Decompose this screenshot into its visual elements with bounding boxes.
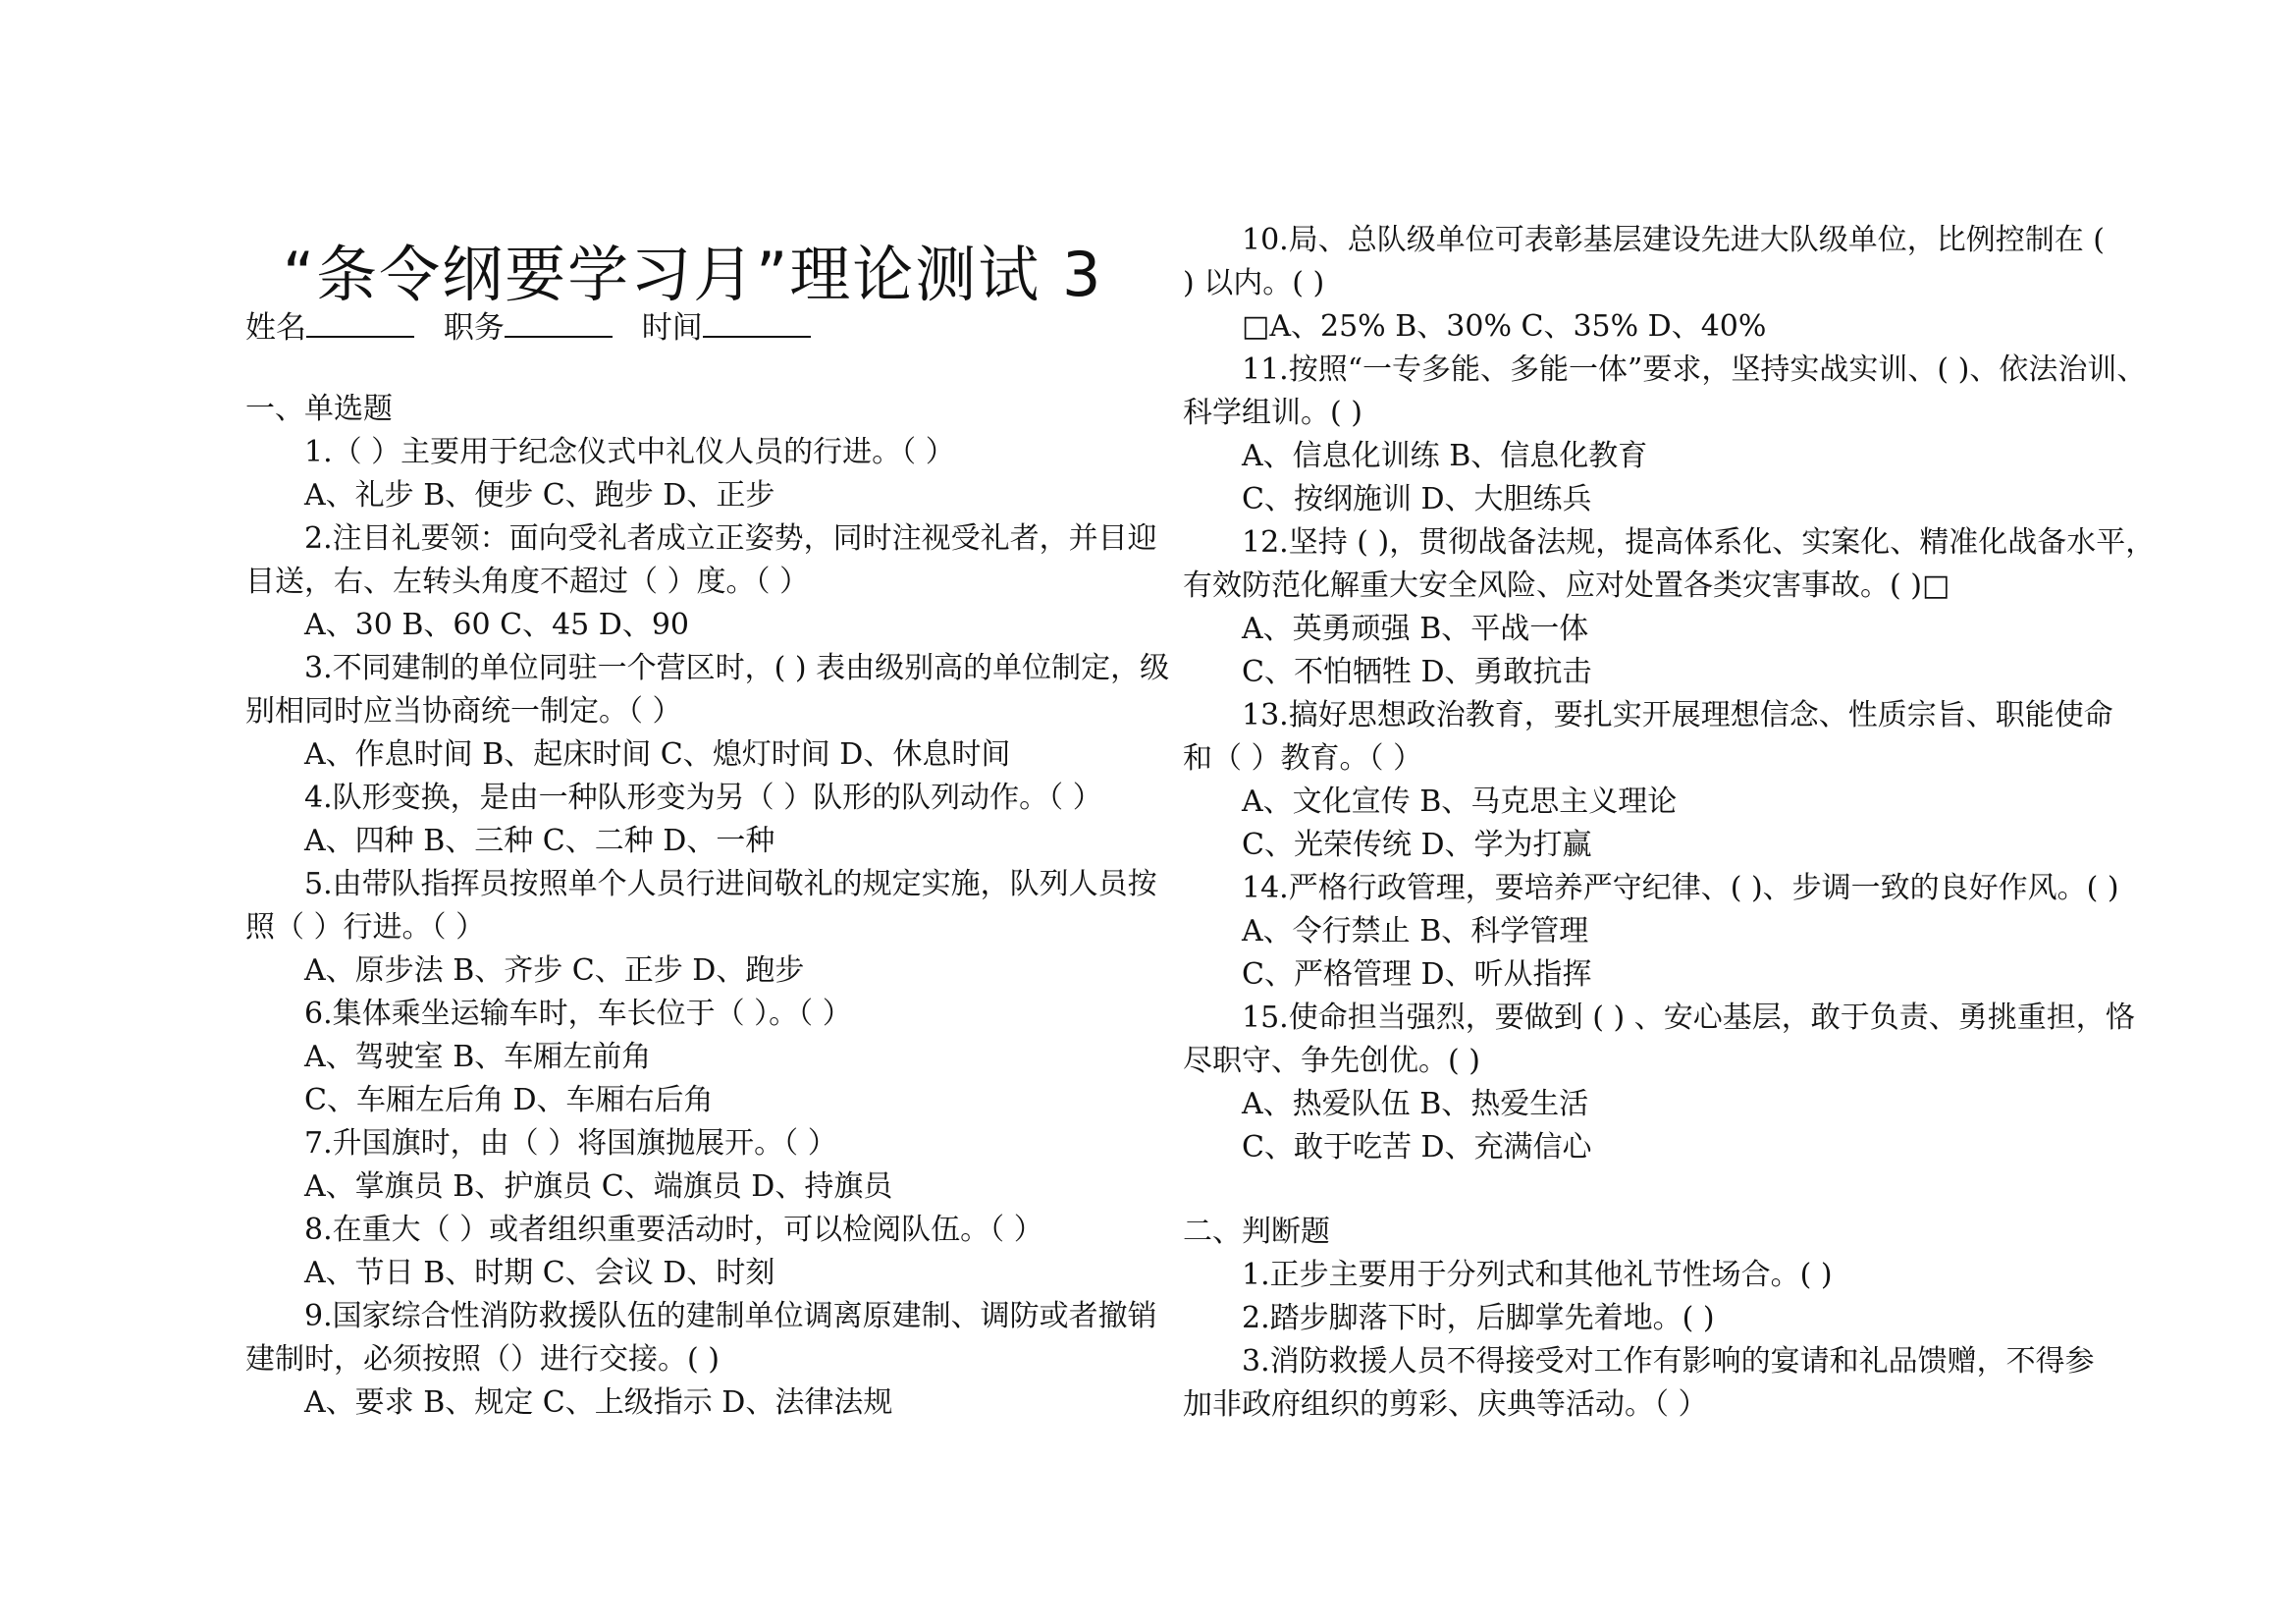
q1: 1.（ ）主要用于纪念仪式中礼仪人员的行进。（ ）: [304, 435, 955, 469]
q6: 6.集体乘坐运输车时，车长位于（ ）。（ ）: [304, 997, 852, 1031]
q14: 14.严格行政管理，要培养严守纪律、( )、步调一致的良好作风。( ): [1242, 871, 2119, 905]
position-label: 职务: [443, 310, 505, 346]
q3-options: A、作息时间 B、起床时间 C、熄灯时间 D、休息时间: [304, 737, 1011, 772]
q10-options: □A、25% B、30% C、35% D、40%: [1242, 309, 1767, 344]
q15-options-b: C、敢于吃苦 D、充满信心: [1242, 1130, 1592, 1164]
q1-options: A、礼步 B、便步 C、跑步 D、正步: [304, 478, 775, 513]
q12-b: 有效防范化解重大安全风险、应对处置各类灾害事故。( )□: [1183, 568, 1950, 603]
q12-options-a: A、英勇顽强 B、平战一体: [1242, 612, 1589, 646]
q11-options-b: C、按纲施训 D、大胆练兵: [1242, 482, 1592, 516]
name-label: 姓名: [245, 310, 306, 346]
q9-b: 建制时，必须按照（）进行交接。( ): [245, 1342, 720, 1377]
q9-options: A、要求 B、规定 C、上级指示 D、法律法规: [304, 1385, 893, 1420]
q13-options-a: A、文化宣传 B、马克思主义理论: [1242, 785, 1678, 819]
q11-options-a: A、信息化训练 B、信息化教育: [1242, 439, 1648, 473]
meta-line: [245, 302, 830, 347]
q11-a: 11.按照“一专多能、多能一体”要求，坚持实战实训、( )、依法治训、: [1242, 352, 2147, 387]
q4: 4.队形变换，是由一种队形变为另（ ）队形的队列动作。（ ）: [304, 781, 1102, 815]
q8: 8.在重大（ ）或者组织重要活动时，可以检阅队伍。（ ）: [304, 1213, 1043, 1247]
q6-options-a: A、驾驶室 B、车厢左前角: [304, 1040, 652, 1074]
q3-a: 3.不同建制的单位同驻一个营区时，( ) 表由级别高的单位制定，级: [304, 651, 1170, 685]
q6-options-b: C、车厢左后角 D、车厢右后角: [304, 1083, 714, 1117]
q15-b: 尽职守、争先创优。( ): [1183, 1044, 1480, 1078]
section1-heading: 一、单选题: [245, 392, 393, 426]
q13-options-b: C、光荣传统 D、学为打赢: [1242, 828, 1592, 862]
q10-a: 10.局、总队级单位可表彰基层建设先进大队级单位，比例控制在 (: [1242, 223, 2105, 257]
q15-a: 15.使命担当强烈，要做到 ( ) 、安心基层，敢于负责、勇挑重担，恪: [1242, 1001, 2135, 1035]
q2-a: 2.注目礼要领：面向受礼者成立正姿势，同时注视受礼者，并目迎: [304, 521, 1157, 556]
q7-options: A、掌旗员 B、护旗员 C、端旗员 D、持旗员: [304, 1169, 893, 1204]
q12-options-b: C、不怕牺牲 D、勇敢抗击: [1242, 655, 1592, 689]
page-title: “条令纲要学习月”理论测试 3: [283, 239, 1103, 310]
q8-options: A、节日 B、时期 C、会议 D、时刻: [304, 1256, 775, 1290]
q5-b: 照（ ）行进。（ ）: [245, 910, 486, 945]
q15-options-a: A、热爱队伍 B、热爱生活: [1242, 1087, 1589, 1121]
tf2: 2.踏步脚落下时，后脚掌先着地。( ): [1242, 1301, 1715, 1335]
tf1: 1.正步主要用于分列式和其他礼节性场合。( ): [1242, 1258, 1833, 1292]
section2-heading: 二、判断题: [1183, 1215, 1330, 1249]
q9-a: 9.国家综合性消防救援队伍的建制单位调离原建制、调防或者撤销: [304, 1299, 1157, 1333]
q7: 7.升国旗时，由（ ）将国旗抛展开。（ ）: [304, 1126, 837, 1161]
q5-a: 5.由带队指挥员按照单个人员行进间敬礼的规定实施，队列人员按: [304, 867, 1157, 901]
q14-options-a: A、令行禁止 B、科学管理: [1242, 914, 1589, 948]
name-blank: [306, 308, 414, 338]
time-blank: [703, 308, 811, 338]
q13-a: 13.搞好思想政治教育，要扎实开展理想信念、性质宗旨、职能使命: [1242, 698, 2113, 732]
q10-b: ) 以内。( ): [1183, 266, 1325, 300]
q13-b: 和（ ）教育。（ ）: [1183, 741, 1423, 776]
q14-options-b: C、严格管理 D、听从指挥: [1242, 957, 1592, 992]
q4-options: A、四种 B、三种 C、二种 D、一种: [304, 824, 775, 858]
tf3-a: 3.消防救援人员不得接受对工作有影响的宴请和礼品馈赠，不得参: [1242, 1344, 2095, 1379]
q2-options: A、30 B、60 C、45 D、90: [304, 608, 690, 642]
position-blank: [505, 308, 613, 338]
tf3-b: 加非政府组织的剪彩、庆典等活动。（ ）: [1183, 1387, 1708, 1422]
time-label: 时间: [641, 310, 703, 346]
q5-options: A、原步法 B、齐步 C、正步 D、跑步: [304, 953, 805, 988]
q11-b: 科学组训。( ): [1183, 396, 1362, 430]
q12-a: 12.坚持 ( )，贯彻战备法规，提高体系化、实案化、精准化战备水平，: [1242, 525, 2156, 560]
q2-b: 目送，右、左转头角度不超过（ ）度。（ ）: [245, 565, 810, 599]
q3-b: 别相同时应当协商统一制定。（ ）: [245, 694, 682, 729]
